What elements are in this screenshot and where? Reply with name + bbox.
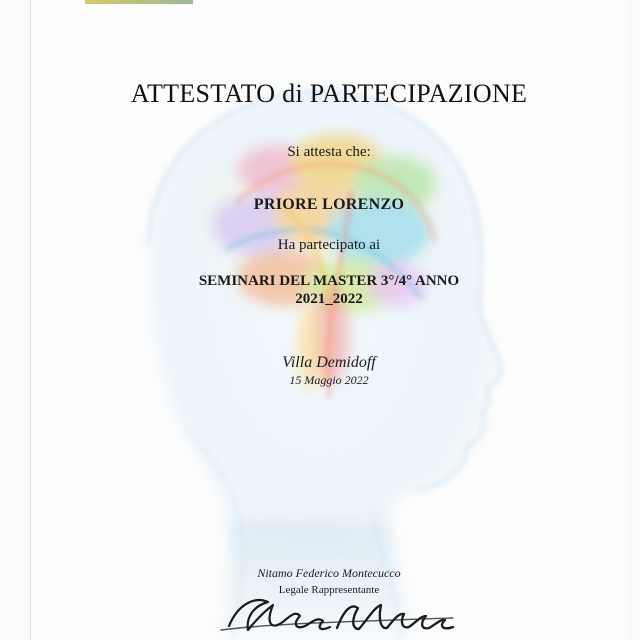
- venue-name: Villa Demidoff: [282, 354, 376, 371]
- signer-name: Nitamo Federico Montecucco: [257, 566, 401, 580]
- event-date: 15 Maggio 2022: [289, 373, 369, 387]
- handwritten-signature: [201, 586, 481, 640]
- participation-text: Ha partecipato ai: [277, 237, 381, 253]
- certificate-paper: [30, 0, 627, 640]
- signer-role: Legale Rappresentante: [278, 584, 380, 596]
- seminar-years: 2021_2022: [295, 291, 363, 307]
- attestation-intro: Si attesta che:: [287, 144, 371, 160]
- certificate-title: ATTESTATO di PARTECIPAZIONE: [130, 79, 528, 108]
- seminar-title: SEMINARI DEL MASTER 3°/4° ANNO: [198, 273, 460, 289]
- certificate-text: [31, 0, 627, 640]
- recipient-name: PRIORE LORENZO: [253, 196, 405, 213]
